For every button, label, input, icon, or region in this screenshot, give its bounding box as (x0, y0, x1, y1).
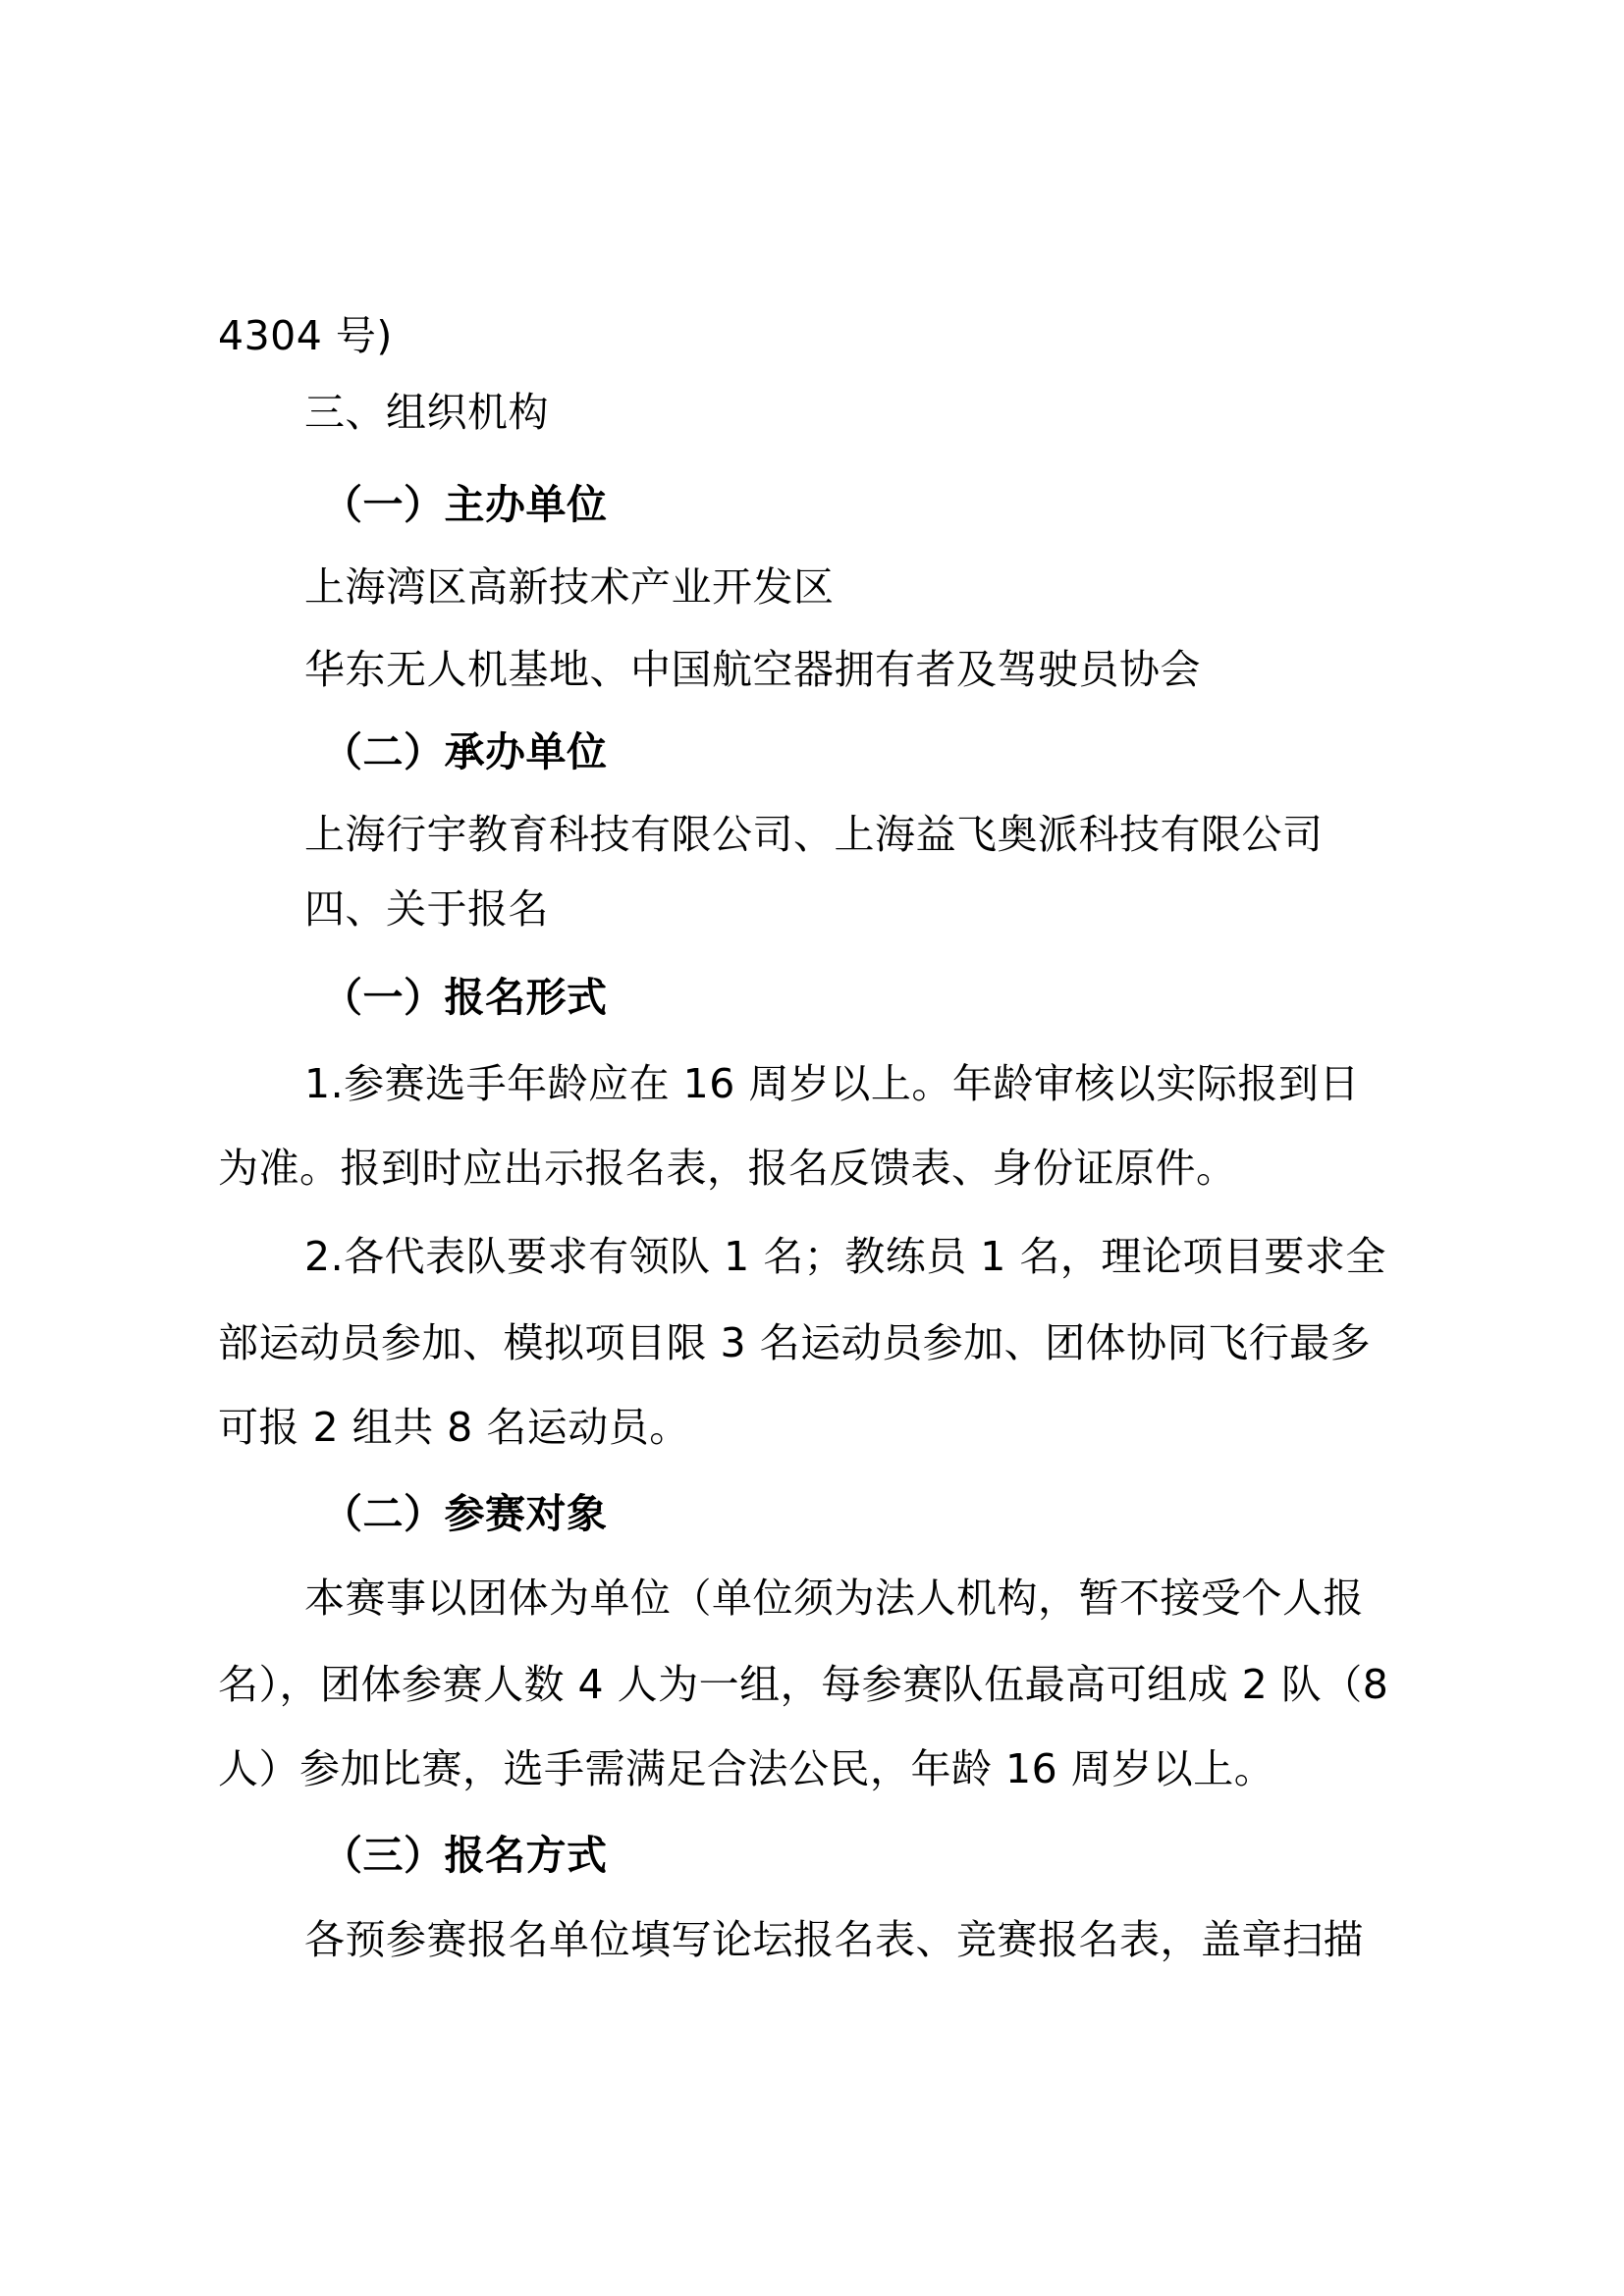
paragraph-line: 名），团体参赛人数 4 人为一组，每参赛队伍最高可组成 2 队（8 (218, 1661, 1389, 1708)
paragraph-line: 本赛事以团体为单位（单位须为法人机构，暂不接受个人报 (304, 1575, 1364, 1622)
paragraph-line: 各预参赛报名单位填写论坛报名表、竞赛报名表，盖章扫描 (304, 1916, 1364, 1963)
host-organization-2: 华东无人机基地、中国航空器拥有者及驾驶员协会 (304, 646, 1201, 693)
continuation-line: 4304 号) (218, 312, 393, 359)
subheading-organizer: （二）承办单位 (322, 728, 608, 775)
section-heading-registration: 四、关于报名 (304, 885, 549, 933)
paragraph-line: 人）参加比赛，选手需满足合法公民，年龄 16 周岁以上。 (218, 1745, 1275, 1792)
subheading-registration-form: （一）报名形式 (322, 974, 608, 1021)
organizer-organizations: 上海行宇教育科技有限公司、上海益飞奥派科技有限公司 (304, 811, 1324, 858)
subheading-host: （一）主办单位 (322, 481, 608, 528)
section-heading-organization: 三、组织机构 (304, 389, 549, 436)
paragraph-line: 为准。报到时应出示报名表，报名反馈表、身份证原件。 (218, 1145, 1237, 1192)
paragraph-line: 2.各代表队要求有领队 1 名；教练员 1 名，理论项目要求全 (304, 1233, 1386, 1280)
host-organization-1: 上海湾区高新技术产业开发区 (304, 563, 835, 611)
paragraph-line: 1.参赛选手年龄应在 16 周岁以上。年龄审核以实际报到日 (304, 1060, 1360, 1107)
subheading-participants: （二）参赛对象 (322, 1490, 608, 1537)
paragraph-line: 部运动员参加、模拟项目限 3 名运动员参加、团体协同飞行最多 (218, 1319, 1372, 1366)
paragraph-line: 可报 2 组共 8 名运动员。 (218, 1404, 690, 1451)
subheading-registration-method: （三）报名方式 (322, 1832, 608, 1879)
